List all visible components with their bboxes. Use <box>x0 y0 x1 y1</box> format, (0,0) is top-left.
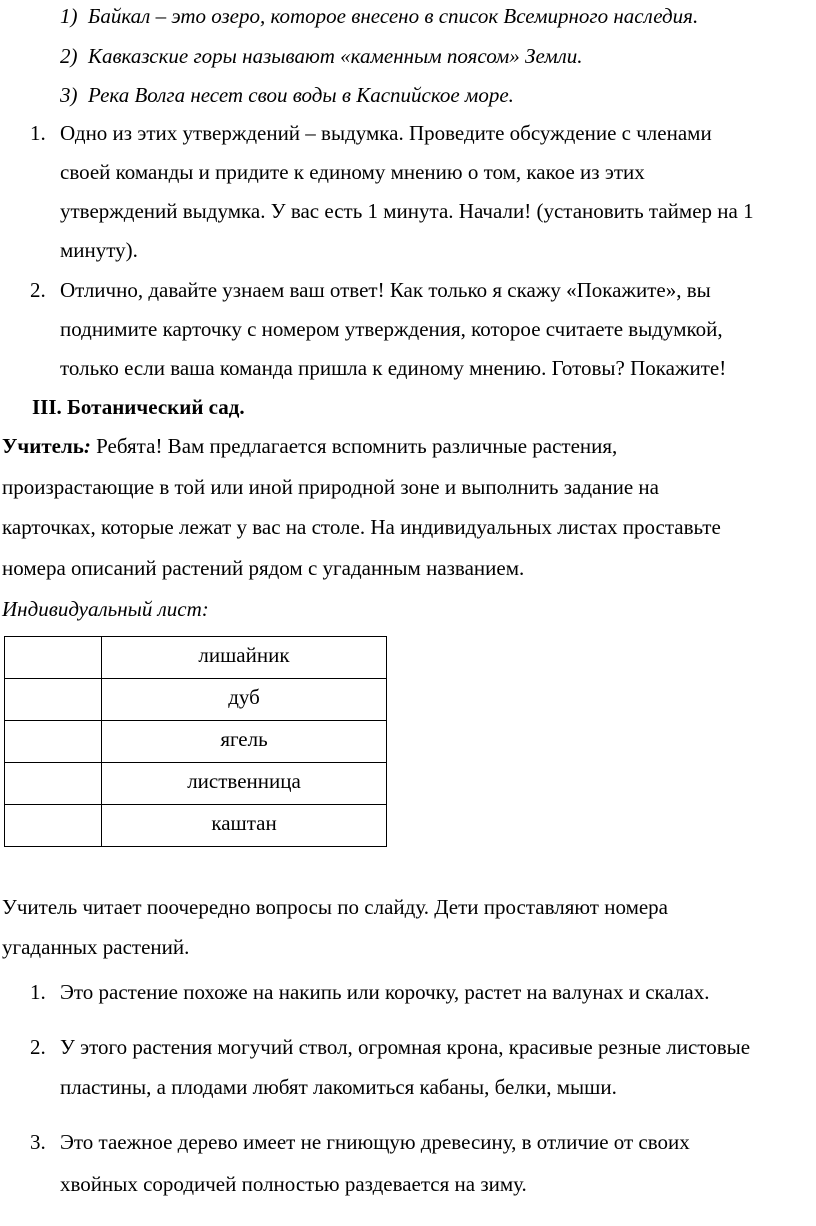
instruction-2-line: только если ваша команда пришла к единому мнению. Готовы? Покажите! <box>60 356 727 380</box>
statement-number: 3) <box>60 83 78 107</box>
plant-sheet-table <box>4 636 387 847</box>
plant-name: каштан <box>102 805 387 847</box>
statement-text: Река Волга несет свои воды в Каспийское море. <box>88 83 514 107</box>
table-row <box>5 721 387 763</box>
reading-text: Учитель читает поочередно вопросы по слайду. Дети проставляют номера <box>2 895 669 919</box>
teacher-text: карточках, которые лежат у вас на столе. На индивидуальных листах проставьте <box>2 515 721 539</box>
teacher-line <box>2 434 617 459</box>
question-2-number: 2. <box>30 1035 46 1059</box>
teacher-label: Учитель <box>2 434 84 458</box>
instruction-1-line: своей команды и придите к единому мнению о том, какое из этих <box>60 160 645 184</box>
answer-cell[interactable] <box>5 763 102 805</box>
table-row <box>5 679 387 721</box>
statement-text: Байкал – это озеро, которое внесено в список Всемирного наследия. <box>88 4 699 28</box>
plant-name: лишайник <box>102 637 387 679</box>
answer-cell[interactable] <box>5 637 102 679</box>
question-1-number: 1. <box>30 980 46 1004</box>
instruction-1-line: утверждений выдумка. У вас есть 1 минута. Начали! (установить таймер на 1 <box>60 199 754 223</box>
section-heading: III. Ботанический сад. <box>32 395 245 419</box>
teacher-text: произрастающие в той или иной природной зоне и выполнить задание на <box>2 475 659 499</box>
answer-cell[interactable] <box>5 805 102 847</box>
plant-name: лиственница <box>102 763 387 805</box>
statement-2 <box>60 44 583 69</box>
reading-text: угаданных растений. <box>2 935 190 959</box>
instruction-1-number: 1. <box>30 121 46 145</box>
teacher-text: Ребята! Вам предлагается вспомнить различные растения, <box>90 434 618 458</box>
plant-name: ягель <box>102 721 387 763</box>
instruction-1-line: минуту). <box>60 238 138 262</box>
question-2-text: пластины, а плодами любят лакомиться кабаны, белки, мыши. <box>60 1075 617 1099</box>
instruction-2-line: Отлично, давайте узнаем ваш ответ! Как только я скажу «Покажите», вы <box>60 278 711 302</box>
question-3-text: Это таежное дерево имеет не гниющую древесину, в отличие от своих <box>60 1130 690 1154</box>
statement-3 <box>60 83 514 108</box>
instruction-2-number: 2. <box>30 278 46 302</box>
statement-text: Кавказские горы называют «каменным поясом» Земли. <box>88 44 583 68</box>
teacher-colon: : <box>83 434 91 458</box>
table-row <box>5 805 387 847</box>
table-row <box>5 763 387 805</box>
statement-1 <box>60 4 698 29</box>
instruction-1-line: Одно из этих утверждений – выдумка. Проведите обсуждение с членами <box>60 121 712 145</box>
answer-cell[interactable] <box>5 679 102 721</box>
question-3-text: хвойных сородичей полностью раздевается на зиму. <box>60 1172 527 1196</box>
statement-number: 2) <box>60 44 78 68</box>
statement-number: 1) <box>60 4 78 28</box>
question-2-text: У этого растения могучий ствол, огромная крона, красивые резные листовые <box>60 1035 751 1059</box>
plant-name: дуб <box>102 679 387 721</box>
question-3-number: 3. <box>30 1130 46 1154</box>
teacher-text: номера описаний растений рядом с угаданным названием. <box>2 556 525 580</box>
question-1-text: Это растение похоже на накипь или корочку, растет на валунах и скалах. <box>60 980 710 1004</box>
answer-cell[interactable] <box>5 721 102 763</box>
instruction-2-line: поднимите карточку с номером утверждения, которое считаете выдумкой, <box>60 317 723 341</box>
table-row <box>5 637 387 679</box>
sheet-label: Индивидуальный лист: <box>2 597 209 621</box>
